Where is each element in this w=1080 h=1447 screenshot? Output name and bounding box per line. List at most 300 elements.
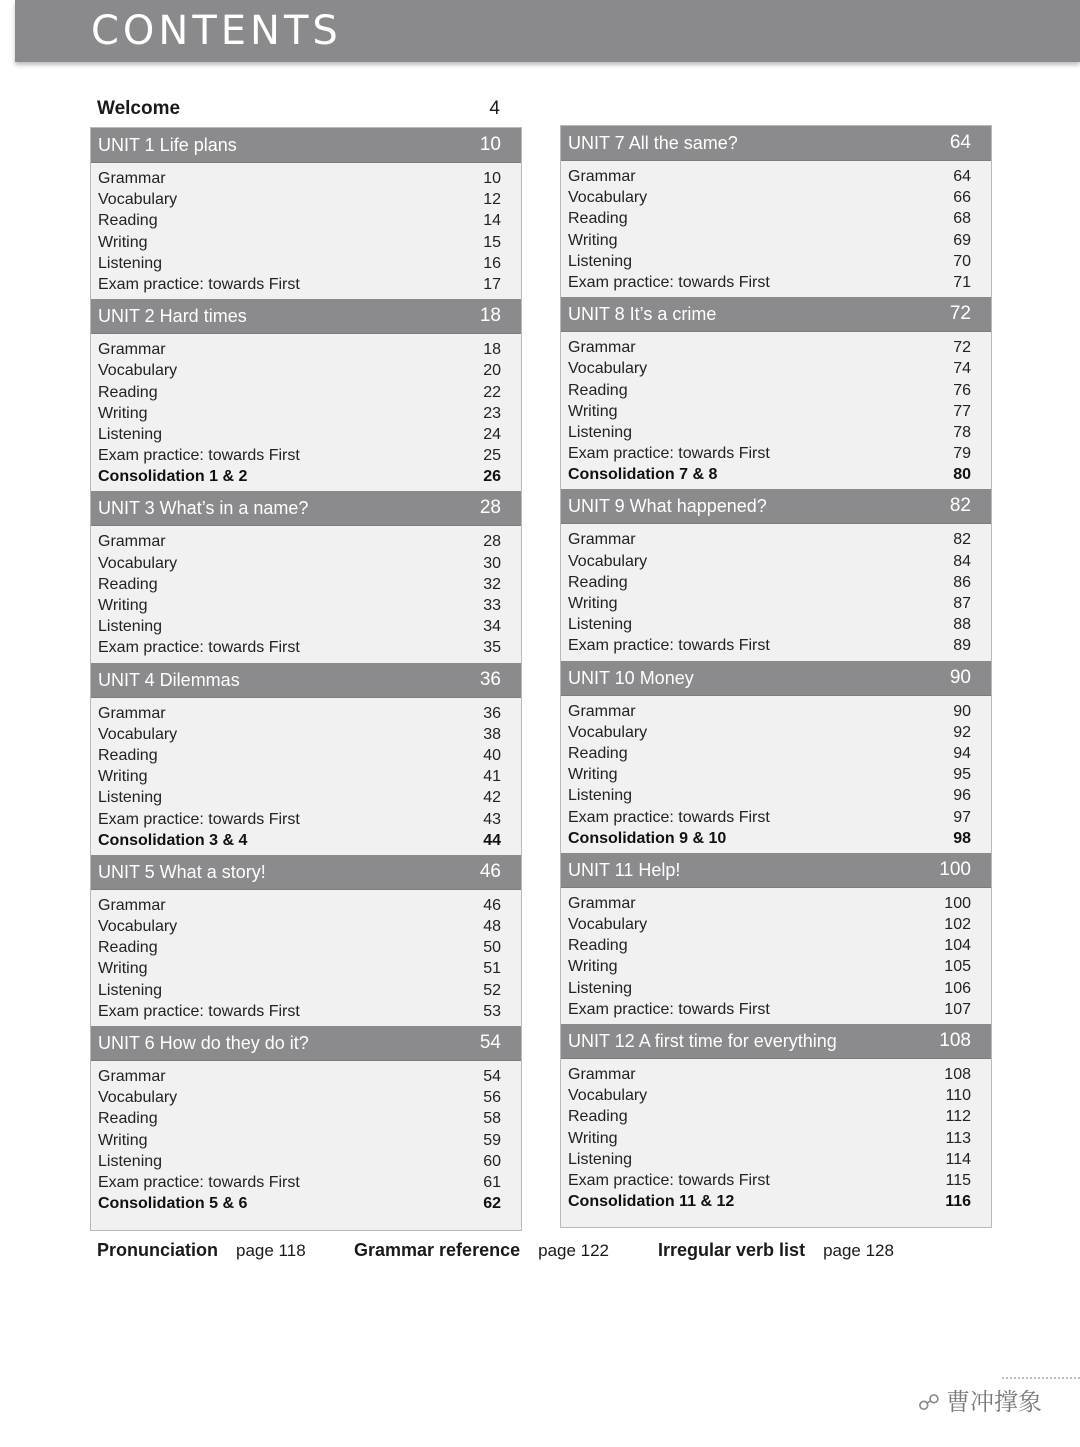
toc-item[interactable] (561, 166, 991, 187)
toc-item[interactable] (561, 1149, 991, 1170)
toc-item-label: Writing (568, 958, 618, 976)
toc-item-page: 24 (483, 425, 501, 443)
toc-item[interactable] (91, 210, 521, 231)
toc-item[interactable] (91, 403, 521, 424)
toc-item-label: Vocabulary (568, 723, 648, 741)
toc-item[interactable] (91, 980, 521, 1001)
toc-item-page: 43 (483, 810, 501, 828)
unit-title: UNIT 9 What happened? (568, 496, 767, 517)
toc-item[interactable] (561, 464, 991, 485)
toc-item[interactable] (561, 914, 991, 935)
unit-section (91, 663, 521, 855)
toc-item[interactable] (91, 1001, 521, 1022)
toc-item[interactable] (91, 1108, 521, 1129)
toc-item-label: Writing (568, 402, 618, 420)
toc-item-page: 50 (483, 939, 501, 957)
toc-item-label: Reading (568, 573, 628, 591)
toc-item[interactable] (561, 935, 991, 956)
toc-item[interactable] (561, 785, 991, 806)
toc-item-label: Listening (568, 252, 633, 270)
unit-title: UNIT 2 Hard times (98, 306, 247, 327)
unit-section (91, 1026, 521, 1218)
toc-item-page: 44 (483, 831, 501, 849)
unit-header[interactable] (91, 663, 521, 698)
toc-item-page: 72 (953, 339, 971, 357)
toc-item-page: 95 (953, 766, 971, 784)
toc-item-page: 110 (945, 1087, 971, 1105)
unit-page: 82 (949, 495, 971, 517)
toc-item[interactable] (91, 274, 521, 295)
toc-item-page: 41 (483, 768, 501, 786)
toc-item[interactable] (91, 616, 521, 637)
toc-item-label: Exam practice: towards First (568, 273, 770, 291)
toc-item[interactable] (561, 1085, 991, 1106)
toc-item-page: 20 (483, 362, 501, 380)
toc-item[interactable] (91, 360, 521, 381)
toc-item-page: 62 (483, 1195, 501, 1213)
unit-item-list (561, 1059, 991, 1216)
toc-item-label: Writing (98, 960, 148, 978)
toc-item-label: Grammar (98, 533, 166, 551)
toc-item-label: Exam practice: towards First (98, 447, 300, 465)
unit-header[interactable] (91, 299, 521, 334)
toc-item-label: Listening (98, 981, 163, 999)
toc-item-page: 104 (944, 937, 971, 955)
toc-item-page: 107 (944, 1000, 971, 1018)
unit-header[interactable] (91, 1026, 521, 1061)
toc-item-label: Exam practice: towards First (98, 639, 300, 657)
toc-item[interactable] (561, 593, 991, 614)
toc-item[interactable] (561, 187, 991, 208)
toc-item-page: 66 (953, 189, 971, 207)
toc-item[interactable] (561, 443, 991, 464)
toc-item[interactable] (91, 339, 521, 360)
toc-item-page: 87 (953, 595, 971, 612)
footer-label: Pronunciation (97, 1240, 218, 1260)
watermark-divider (1002, 1377, 1080, 1379)
toc-item-label: Writing (98, 768, 148, 786)
toc-item[interactable] (91, 531, 521, 552)
toc-item-page: 23 (483, 404, 501, 422)
toc-item-page: 97 (953, 808, 971, 826)
toc-item[interactable] (91, 958, 521, 979)
watermark-text: 曹冲撑象 (946, 1388, 1042, 1416)
unit-section (561, 661, 991, 853)
toc-item[interactable] (561, 807, 991, 828)
toc-item-page: 90 (953, 702, 971, 720)
toc-item-label: Reading (98, 939, 158, 957)
toc-item-label: Reading (568, 937, 628, 955)
toc-item[interactable] (91, 168, 521, 189)
toc-item-label: Writing (98, 1131, 148, 1149)
toc-item[interactable] (91, 766, 521, 787)
unit-section (91, 855, 521, 1026)
toc-item[interactable] (561, 978, 991, 999)
toc-item-label: Vocabulary (98, 554, 178, 572)
toc-item-label: Grammar (98, 704, 166, 722)
toc-item-label: Vocabulary (568, 189, 648, 207)
welcome-entry[interactable] (97, 98, 500, 124)
toc-item-label: Listening (568, 787, 633, 805)
toc-item[interactable] (561, 828, 991, 849)
toc-item[interactable] (91, 466, 521, 487)
toc-item[interactable] (91, 1172, 521, 1193)
toc-item-label: Vocabulary (98, 918, 178, 936)
toc-item-label: Reading (98, 383, 158, 401)
toc-item-label: Reading (98, 746, 158, 764)
toc-item[interactable] (91, 916, 521, 937)
toc-item[interactable] (91, 703, 521, 724)
toc-item-page: 86 (953, 573, 971, 591)
unit-header[interactable] (91, 128, 521, 163)
contents-column-right (560, 125, 992, 1228)
unit-item-list (91, 890, 521, 1026)
unit-item-list (561, 332, 991, 489)
toc-item[interactable] (91, 637, 521, 658)
toc-item-label: Consolidation 9 & 10 (568, 829, 727, 847)
unit-section (561, 489, 991, 660)
toc-item-page: 88 (953, 616, 971, 634)
welcome-page: 4 (489, 98, 500, 119)
toc-item-label: Grammar (98, 896, 166, 914)
unit-title: UNIT 10 Money (568, 667, 694, 688)
watermark (918, 1382, 1042, 1417)
toc-item-page: 16 (483, 254, 501, 272)
unit-page: 10 (479, 134, 501, 155)
toc-item[interactable] (561, 358, 991, 379)
unit-title: UNIT 1 Life plans (98, 135, 237, 155)
unit-item-list (91, 698, 521, 855)
toc-item-label: Grammar (568, 702, 636, 720)
toc-item-page: 105 (944, 958, 971, 976)
unit-title: UNIT 4 Dilemmas (98, 669, 240, 690)
unit-item-list (561, 696, 991, 853)
toc-item-label: Writing (568, 1129, 618, 1147)
unit-section (561, 126, 991, 297)
toc-item-page: 70 (953, 252, 971, 270)
toc-item-page: 82 (953, 531, 971, 549)
toc-item[interactable] (561, 380, 991, 401)
toc-item[interactable] (91, 1193, 521, 1214)
toc-item-label: Grammar (98, 341, 166, 359)
toc-item[interactable] (91, 1130, 521, 1151)
toc-item-page: 56 (483, 1089, 501, 1107)
toc-item-label: Writing (98, 404, 148, 422)
unit-title: UNIT 12 A first time for everything (568, 1031, 837, 1051)
toc-item-label: Vocabulary (98, 1089, 178, 1107)
toc-item[interactable] (91, 724, 521, 745)
toc-item-label: Consolidation 11 & 12 (568, 1193, 735, 1211)
toc-item-page: 10 (483, 170, 501, 187)
toc-item[interactable] (91, 830, 521, 851)
toc-item-page: 38 (483, 725, 501, 743)
toc-item[interactable] (91, 937, 521, 958)
toc-item-label: Reading (98, 575, 158, 593)
toc-item[interactable] (91, 1087, 521, 1108)
toc-item[interactable] (561, 401, 991, 422)
toc-item-page: 28 (483, 533, 501, 551)
toc-item-page: 78 (953, 423, 971, 441)
toc-item[interactable] (91, 1151, 521, 1172)
unit-item-list (91, 163, 521, 299)
toc-item-label: Writing (568, 595, 618, 612)
toc-item-page: 108 (944, 1066, 971, 1083)
toc-item[interactable] (91, 595, 521, 616)
toc-item[interactable] (91, 553, 521, 574)
toc-item[interactable] (91, 189, 521, 210)
toc-item[interactable] (561, 999, 991, 1020)
page-title: CONTENTS (91, 8, 342, 54)
toc-item-label: Grammar (568, 339, 636, 357)
unit-header[interactable] (561, 661, 991, 696)
unit-header[interactable] (561, 489, 991, 524)
toc-item-label: Reading (568, 381, 628, 399)
toc-item[interactable] (561, 272, 991, 293)
toc-item-page: 34 (483, 618, 501, 636)
wechat-icon: ☍ (917, 1391, 940, 1416)
footer-label: Irregular verb list (658, 1240, 806, 1260)
toc-item[interactable] (91, 1066, 521, 1087)
toc-item-label: Vocabulary (98, 725, 178, 743)
toc-item-label: Writing (98, 597, 148, 614)
toc-item-page: 17 (483, 275, 501, 293)
footer-page: page 118 (236, 1241, 306, 1260)
toc-item[interactable] (561, 422, 991, 443)
footer-pronunciation[interactable] (97, 1240, 306, 1270)
toc-item-page: 115 (945, 1171, 971, 1189)
toc-item-page: 12 (483, 191, 501, 209)
toc-item-label: Grammar (98, 1068, 166, 1085)
toc-item-label: Exam practice: towards First (568, 808, 770, 826)
toc-item-label: Consolidation 5 & 6 (98, 1195, 248, 1213)
unit-page: 36 (479, 668, 501, 690)
toc-item-label: Reading (568, 210, 628, 228)
toc-item-page: 98 (953, 829, 971, 847)
toc-item-page: 51 (483, 960, 501, 978)
unit-section (561, 853, 991, 1024)
toc-item[interactable] (561, 893, 991, 914)
unit-header[interactable] (91, 855, 521, 890)
toc-item[interactable] (91, 232, 521, 253)
toc-item-page: 25 (483, 447, 501, 465)
toc-item[interactable] (561, 529, 991, 550)
toc-item[interactable] (91, 787, 521, 808)
toc-item[interactable] (91, 895, 521, 916)
footer-page: page 122 (538, 1241, 610, 1260)
unit-item-list (91, 1061, 521, 1218)
toc-item-page: 68 (953, 210, 971, 228)
unit-item-list (561, 161, 991, 297)
toc-item[interactable] (561, 614, 991, 635)
toc-item-label: Listening (568, 423, 633, 441)
toc-item-page: 35 (483, 639, 501, 657)
toc-item-page: 60 (483, 1152, 501, 1170)
toc-item-page: 52 (483, 981, 501, 999)
toc-item-label: Grammar (568, 1066, 636, 1083)
toc-item-page: 40 (483, 746, 501, 764)
unit-header[interactable] (561, 853, 991, 888)
toc-item-label: Vocabulary (568, 360, 648, 378)
toc-item-page: 89 (953, 637, 971, 655)
toc-item-label: Consolidation 7 & 8 (568, 466, 718, 484)
toc-item-page: 18 (483, 341, 501, 359)
toc-item-page: 15 (483, 233, 501, 251)
footer-page: page 128 (823, 1241, 894, 1260)
toc-item-label: Exam practice: towards First (98, 810, 300, 828)
toc-item[interactable] (561, 208, 991, 229)
unit-page: 18 (479, 305, 501, 327)
toc-item[interactable] (561, 743, 991, 764)
toc-item-page: 116 (945, 1193, 971, 1211)
toc-item-label: Writing (568, 231, 618, 249)
toc-item-label: Listening (568, 979, 633, 997)
toc-item-page: 14 (483, 212, 501, 230)
toc-item[interactable] (561, 551, 991, 572)
toc-item[interactable] (91, 745, 521, 766)
unit-page: 72 (949, 303, 971, 325)
toc-item-label: Exam practice: towards First (98, 275, 300, 293)
toc-item-page: 76 (953, 381, 971, 399)
unit-header[interactable] (561, 1024, 991, 1059)
unit-title: UNIT 11 Help! (568, 859, 681, 880)
unit-title: UNIT 5 What a story! (98, 861, 266, 882)
toc-item[interactable] (561, 572, 991, 593)
toc-item-page: 106 (944, 979, 971, 997)
unit-page: 108 (939, 1030, 971, 1051)
unit-title: UNIT 8 It’s a crime (568, 304, 717, 325)
unit-page: 28 (479, 497, 501, 519)
toc-item[interactable] (91, 382, 521, 403)
toc-item-page: 84 (953, 552, 971, 570)
welcome-label: Welcome (97, 98, 181, 119)
toc-item-label: Exam practice: towards First (568, 445, 770, 463)
toc-item-page: 59 (483, 1131, 501, 1149)
unit-title: UNIT 6 How do they do it? (98, 1033, 309, 1053)
toc-item-page: 58 (483, 1110, 501, 1128)
toc-item-page: 42 (483, 789, 501, 807)
toc-item[interactable] (91, 253, 521, 274)
toc-item[interactable] (91, 574, 521, 595)
toc-item-page: 71 (953, 273, 971, 291)
toc-item-page: 74 (953, 360, 971, 378)
unit-header[interactable] (561, 297, 991, 332)
toc-item-page: 77 (953, 402, 971, 420)
toc-item-label: Consolidation 1 & 2 (98, 468, 248, 486)
toc-item[interactable] (561, 1191, 991, 1212)
unit-item-list (561, 888, 991, 1024)
toc-item[interactable] (561, 722, 991, 743)
toc-item-page: 80 (953, 466, 971, 484)
toc-item-label: Grammar (568, 168, 636, 185)
toc-item-label: Grammar (98, 170, 166, 187)
toc-item-label: Listening (98, 618, 163, 636)
toc-item-page: 113 (945, 1129, 971, 1147)
toc-item-label: Reading (98, 1110, 158, 1128)
unit-section (561, 1024, 991, 1216)
toc-item-label: Listening (98, 425, 163, 443)
footer-grammar-reference[interactable] (354, 1240, 609, 1270)
toc-item-label: Grammar (568, 531, 636, 549)
toc-item[interactable] (561, 764, 991, 785)
unit-title: UNIT 3 What’s in a name? (98, 498, 309, 519)
toc-item-page: 102 (944, 916, 971, 934)
toc-item-page: 54 (483, 1068, 501, 1085)
unit-section (91, 128, 521, 299)
toc-item-page: 96 (953, 787, 971, 805)
unit-page: 54 (479, 1032, 501, 1053)
toc-item[interactable] (561, 1170, 991, 1191)
toc-item-label: Exam practice: towards First (568, 1171, 770, 1189)
unit-header[interactable] (91, 491, 521, 526)
toc-item-page: 48 (483, 918, 501, 936)
toc-item[interactable] (561, 635, 991, 656)
toc-item[interactable] (561, 230, 991, 251)
toc-item-label: Listening (568, 1150, 633, 1168)
toc-item-page: 32 (483, 575, 501, 593)
toc-item-page: 64 (953, 168, 971, 185)
toc-item-label: Exam practice: towards First (568, 1000, 770, 1018)
unit-page: 90 (949, 666, 971, 688)
toc-item-label: Writing (568, 766, 618, 784)
toc-item[interactable] (561, 1064, 991, 1085)
toc-item[interactable] (561, 337, 991, 358)
toc-item-page: 30 (483, 554, 501, 572)
toc-item-page: 112 (945, 1108, 971, 1126)
toc-item[interactable] (561, 1128, 991, 1149)
toc-item[interactable] (91, 424, 521, 445)
unit-page: 46 (479, 860, 501, 882)
toc-item-page: 22 (483, 383, 501, 401)
toc-item-label: Reading (568, 744, 628, 762)
toc-item-label: Listening (98, 1152, 163, 1170)
unit-header[interactable] (561, 126, 991, 161)
toc-item[interactable] (561, 1106, 991, 1127)
toc-item[interactable] (91, 809, 521, 830)
toc-item-page: 92 (953, 723, 971, 741)
unit-page: 64 (949, 132, 971, 153)
toc-item-label: Vocabulary (98, 362, 178, 380)
toc-item-label: Writing (98, 233, 148, 251)
toc-item-label: Grammar (568, 894, 636, 912)
unit-section (91, 299, 521, 491)
toc-item-page: 26 (483, 468, 501, 486)
toc-item[interactable] (91, 445, 521, 466)
toc-item-page: 33 (483, 597, 501, 614)
unit-item-list (91, 334, 521, 491)
footer-irregular-verb-list[interactable] (658, 1240, 894, 1270)
toc-item[interactable] (561, 956, 991, 977)
unit-title: UNIT 7 All the same? (568, 133, 738, 153)
toc-item-page: 36 (483, 704, 501, 722)
toc-item-page: 46 (483, 896, 501, 914)
toc-item[interactable] (561, 701, 991, 722)
toc-item-label: Vocabulary (98, 191, 178, 209)
toc-item-label: Exam practice: towards First (98, 1002, 300, 1020)
toc-item-page: 79 (953, 445, 971, 463)
toc-item-label: Vocabulary (568, 552, 648, 570)
toc-item-page: 61 (483, 1173, 501, 1191)
toc-item-page: 100 (944, 894, 971, 912)
contents-column-left (90, 127, 522, 1231)
footer-label: Grammar reference (354, 1240, 521, 1260)
toc-item-page: 69 (953, 231, 971, 249)
toc-item[interactable] (561, 251, 991, 272)
toc-item-label: Listening (98, 789, 163, 807)
unit-section (91, 491, 521, 662)
toc-item-label: Vocabulary (568, 1087, 648, 1105)
toc-item-page: 114 (945, 1150, 971, 1168)
toc-item-label: Listening (98, 254, 163, 272)
